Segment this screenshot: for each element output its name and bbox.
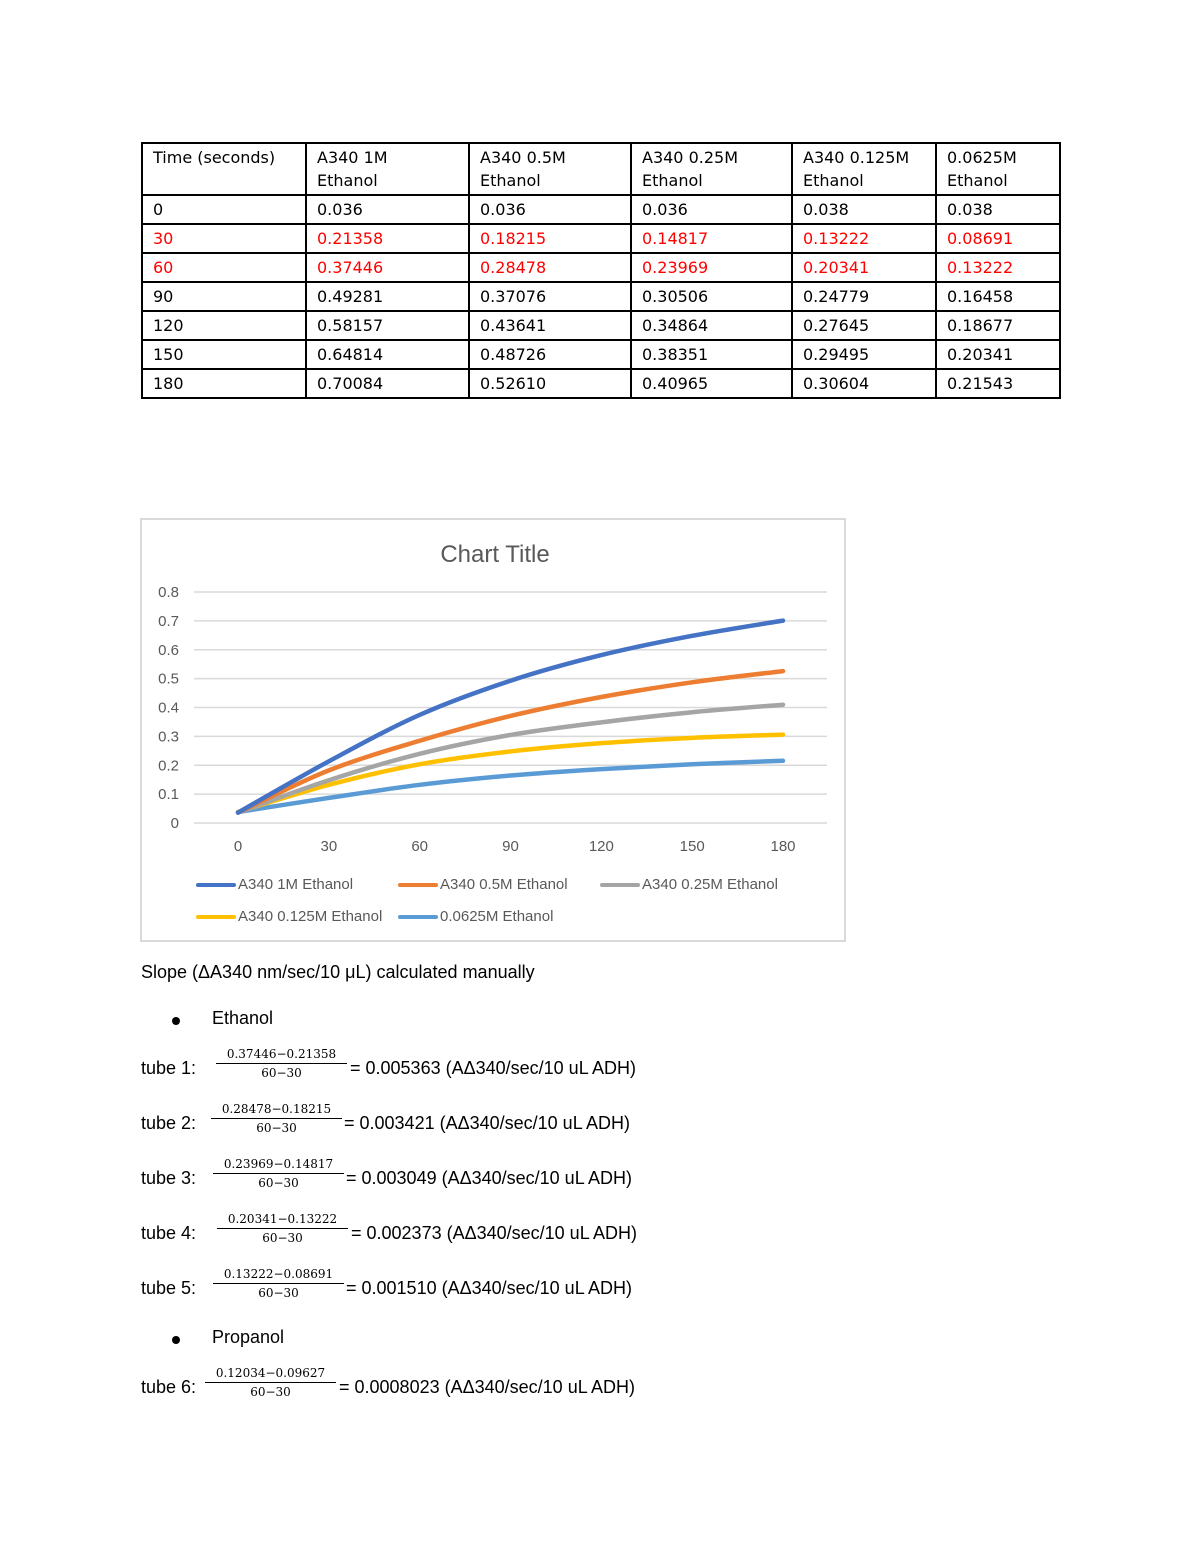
tube-label: tube 6:	[141, 1377, 197, 1397]
tube-result: = 0.003421 (AΔ340/sec/10 uL ADH)	[344, 1113, 631, 1133]
table-header-cell: A340 0.125M Ethanol	[792, 143, 936, 195]
bullet-label: Propanol	[212, 1327, 285, 1347]
y-tick-label: 0.6	[158, 641, 179, 659]
tube-result: = 0.001510 (AΔ340/sec/10 uL ADH)	[346, 1278, 633, 1298]
data-table	[141, 142, 1061, 399]
table-cell: 0.13222	[792, 224, 936, 253]
table-header-cell: Time (seconds)	[142, 143, 306, 195]
x-tick-label: 120	[588, 838, 614, 855]
x-tick-label: 30	[320, 838, 338, 855]
table-cell: 0.34864	[631, 311, 792, 340]
table-cell: 60	[142, 253, 306, 282]
table-cell: 0.52610	[469, 369, 631, 398]
bullet-label: Ethanol	[212, 1008, 274, 1028]
legend-swatch	[196, 915, 236, 919]
table-cell: 0.038	[936, 195, 1060, 224]
table-cell: 0.14817	[631, 224, 792, 253]
table-cell: 0.036	[469, 195, 631, 224]
y-tick-label: 0.1	[158, 786, 179, 804]
chart-title: Chart Title	[440, 541, 550, 568]
fraction-numerator: 0.12034−0.09627	[205, 1366, 336, 1383]
legend-swatch	[196, 883, 236, 887]
table-cell: 0.21543	[936, 369, 1060, 398]
legend-item	[398, 908, 553, 925]
table-row	[142, 340, 1060, 369]
table-cell: 0.29495	[792, 340, 936, 369]
table-cell: 0.43641	[469, 311, 631, 340]
table-cell: 150	[142, 340, 306, 369]
y-tick-label: 0	[170, 815, 179, 832]
fraction-numerator: 0.20341−0.13222	[217, 1212, 348, 1229]
table-cell: 0.58157	[306, 311, 469, 340]
table-cell: 0.21358	[306, 224, 469, 253]
tube-label: tube 1:	[141, 1058, 197, 1078]
table-cell: 0.49281	[306, 282, 469, 311]
y-tick-label: 0.7	[158, 612, 179, 630]
table-header-cell: A340 1M Ethanol	[306, 143, 469, 195]
tube-result: = 0.003049 (AΔ340/sec/10 uL ADH)	[346, 1168, 633, 1188]
fraction-denominator: 60−30	[258, 1176, 299, 1190]
x-tick-label: 150	[679, 838, 705, 855]
fraction-denominator: 60−30	[256, 1121, 297, 1135]
y-tick-label: 0.5	[158, 670, 179, 688]
fraction	[216, 1047, 347, 1080]
tube-label: tube 5:	[141, 1278, 197, 1298]
legend-swatch	[600, 883, 640, 887]
table-cell: 0.38351	[631, 340, 792, 369]
table-cell: 0.70084	[306, 369, 469, 398]
bullet-dot	[172, 1336, 180, 1344]
slope-heading: Slope (ΔA340 nm/sec/10 μL) calculated manually	[141, 962, 535, 982]
table-cell: 0.30506	[631, 282, 792, 311]
fraction	[213, 1267, 344, 1300]
tube-label: tube 3:	[141, 1168, 197, 1188]
table-cell: 0.036	[631, 195, 792, 224]
table-cell: 0.37076	[469, 282, 631, 311]
legend-label: A340 0.5M Ethanol	[440, 876, 568, 893]
fraction-denominator: 60−30	[261, 1066, 302, 1080]
table-cell: 0.20341	[792, 253, 936, 282]
table-row	[142, 369, 1060, 398]
fraction-denominator: 60−30	[262, 1231, 303, 1245]
table-header-cell: A340 0.25M Ethanol	[631, 143, 792, 195]
tube-result: = 0.002373 (AΔ340/sec/10 uL ADH)	[351, 1223, 638, 1243]
y-tick-label: 0.2	[158, 757, 179, 775]
fraction	[211, 1102, 342, 1135]
y-tick-label: 0.8	[158, 584, 179, 601]
table-row-highlighted	[142, 224, 1060, 253]
y-tick-label: 0.3	[158, 728, 179, 746]
fraction-denominator: 60−30	[250, 1385, 291, 1399]
table-cell: 0.37446	[306, 253, 469, 282]
tube-label: tube 4:	[141, 1223, 197, 1243]
table-row	[142, 311, 1060, 340]
table-cell: 0.48726	[469, 340, 631, 369]
table-cell: 0.40965	[631, 369, 792, 398]
table-row-highlighted	[142, 253, 1060, 282]
x-tick-label: 0	[233, 838, 243, 855]
table-cell: 0.28478	[469, 253, 631, 282]
fraction-numerator: 0.28478−0.18215	[211, 1102, 342, 1119]
legend-item	[398, 876, 568, 893]
legend-swatch	[398, 915, 438, 919]
fraction-numerator: 0.13222−0.08691	[213, 1267, 344, 1284]
tube-label: tube 2:	[141, 1113, 197, 1133]
fraction-denominator: 60−30	[258, 1286, 299, 1300]
table-row	[142, 282, 1060, 311]
fraction-numerator: 0.37446−0.21358	[216, 1047, 347, 1064]
table-cell: 120	[142, 311, 306, 340]
table-cell: 0.64814	[306, 340, 469, 369]
table-cell: 30	[142, 224, 306, 253]
legend-item	[600, 876, 778, 893]
table-cell: 0	[142, 195, 306, 224]
legend-item	[196, 908, 382, 925]
fraction	[205, 1366, 336, 1399]
table-cell: 0.038	[792, 195, 936, 224]
table-cell: 0.27645	[792, 311, 936, 340]
table-header-cell: 0.0625M Ethanol	[936, 143, 1060, 195]
table-cell: 0.13222	[936, 253, 1060, 282]
legend-swatch	[398, 883, 438, 887]
legend-label: A340 1M Ethanol	[238, 876, 354, 893]
y-tick-label: 0.4	[158, 699, 179, 717]
series-line	[238, 671, 783, 813]
tube-result: = 0.0008023 (AΔ340/sec/10 uL ADH)	[339, 1377, 636, 1397]
line-chart	[140, 518, 846, 942]
table-cell: 0.30604	[792, 369, 936, 398]
table-cell: 0.16458	[936, 282, 1060, 311]
table-cell: 180	[142, 369, 306, 398]
table-row	[142, 195, 1060, 224]
x-tick-label: 60	[411, 838, 429, 855]
table-cell: 0.08691	[936, 224, 1060, 253]
series-line	[238, 705, 783, 813]
table-cell: 90	[142, 282, 306, 311]
table-cell: 0.18677	[936, 311, 1060, 340]
table-cell: 0.23969	[631, 253, 792, 282]
table-header-row	[142, 143, 1060, 195]
legend-label: A340 0.25M Ethanol	[642, 876, 778, 893]
legend-label: 0.0625M Ethanol	[440, 908, 554, 925]
table-header-cell: A340 0.5M Ethanol	[469, 143, 631, 195]
tube-result: = 0.005363 (AΔ340/sec/10 uL ADH)	[350, 1058, 637, 1078]
table-cell: 0.18215	[469, 224, 631, 253]
x-tick-label: 180	[770, 838, 796, 855]
table-cell: 0.20341	[936, 340, 1060, 369]
table-cell: 0.24779	[792, 282, 936, 311]
legend-item	[196, 876, 353, 893]
table-cell: 0.036	[306, 195, 469, 224]
bullet-dot	[172, 1017, 180, 1025]
x-tick-label: 90	[502, 838, 519, 855]
fraction	[213, 1157, 344, 1190]
fraction-numerator: 0.23969−0.14817	[213, 1157, 344, 1174]
legend-label: A340 0.125M Ethanol	[238, 908, 383, 925]
fraction	[217, 1212, 348, 1245]
